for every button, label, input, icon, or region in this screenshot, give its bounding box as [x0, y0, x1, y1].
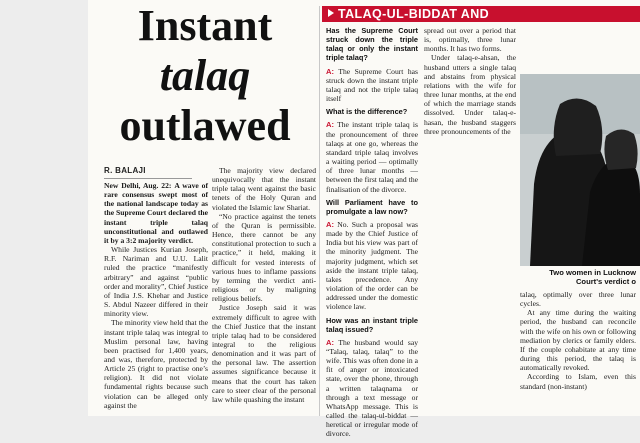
qa-item	[326, 220, 418, 312]
answer: The instant triple talaq is the pronouncement of three talaqs at one go, whereas the standard triple talaq involves a waiting period — optimally of three lunar months — between the first talaq and the finalisation of the divorce.	[326, 120, 418, 194]
qa-column	[326, 26, 418, 443]
article-paragraph: talaq, optimally over three lunar cycles.	[520, 290, 636, 309]
article-column-2	[212, 166, 316, 404]
answer-label: A:	[326, 66, 335, 76]
burqa-women-photo	[520, 74, 640, 266]
banner-title: TALAQ-UL-BIDDAT AND	[338, 7, 490, 21]
headline-line-1: Instant	[137, 1, 273, 50]
article-column-4	[424, 26, 516, 136]
question: Will Parliament have to promulgate a law now?	[326, 197, 418, 216]
qa-item	[326, 120, 418, 193]
byline: R. BALAJI	[104, 166, 146, 175]
qa-item	[326, 338, 418, 439]
article-column-1	[104, 181, 208, 410]
answer-label: A:	[326, 120, 335, 130]
article-paragraph: The majority view declared unequivocally that the instant triple talaq went against the basic tenets of the Holy Quran and violated the Islamic law Shariat.	[212, 166, 316, 212]
lead-dateline: New Delhi, Aug. 22:	[104, 181, 172, 190]
lead-text: A wave of rare consensus swept most of the national landscape today as the Supreme Court declared the instant triple talaq unconstitutional and outlawed it by a 3:2 majority verdict.	[104, 181, 208, 245]
qa-item	[326, 198, 418, 216]
lead-paragraph	[104, 181, 208, 245]
question: Has the Supreme Court struck down the triple talaq or only the instant triple talaq?	[326, 26, 418, 63]
article-paragraph: At any time during the waiting period, the husband can reconcile with the wife on his own or following mediation by clerics or family elders. If the couple cohabitate at any time during this period, the talaq is automatically revoked.	[520, 308, 636, 373]
newspaper-page	[88, 0, 640, 439]
article-paragraph: Under talaq-e-ahsan, the husband utters a single talaq and abstains from physical relations with the wife for three lunar months, at the end of which the marriage stands dissolved. Under talaq-e-hasan, the husband staggers three pronouncements of the	[424, 53, 516, 136]
photo-caption	[520, 268, 636, 286]
qa-item	[326, 26, 418, 63]
headline-line-3: outlawed	[119, 101, 291, 150]
qa-item	[326, 67, 418, 104]
article-paragraph: According to Islam, even this standard (non-instant)	[520, 372, 636, 391]
answer: The husband would say “Talaq, talaq, talaq” to the wife. This was often done in a fit of anger or intoxicated state, over the phone, through a written talaqnama or through a text message or WhatsApp message. This is called the talaq-ul-biddat — heretical or irregular mode of divorce.	[326, 337, 419, 439]
qa-item	[326, 316, 418, 334]
article-paragraph: Justice Joseph said it was extremely difficult to agree with the Chief Justice that the instant triple talaq had to be considered integral to the religious denomination and it was part of the personal law. The assertion assumes significance because it means that the court has taken care to steer clear of the personal law while quashing the instant	[212, 303, 316, 404]
question: How was an instant triple talaq issued?	[326, 315, 418, 334]
column-divider	[319, 6, 320, 416]
article-paragraph: While Justices Kurian Joseph, R.F. Nariman and U.U. Lalit ruled the practice “manifestly arbitrary” and against “public order and morality”, Chief Justice of India J.S. Khehar and Justice S. Abdul Nazeer differed in their minority view.	[104, 245, 208, 319]
answer: No. Such a proposal was made by the Chief Justice of India but his view was part of the minority judgment. The majority judgment, which set aside the instant triple talaq, takes precedence. Any violation of the order can be addressed under the domestic violence law.	[326, 219, 418, 312]
article-paragraph: The minority view held that the instant triple talaq was integral to Muslim personal law, having been practised for 1,400 years, and was, therefore, protected by Article 25 (right to practise one’s religion). It did not violate fundamental rights because such violation can be alleged only against the	[104, 318, 208, 410]
answer-label: A:	[326, 219, 335, 229]
caption-line-2: Court's verdict o	[575, 277, 636, 286]
question: What is the difference?	[326, 107, 408, 117]
headline-line-2: talaq	[159, 51, 251, 100]
caption-line-1: Two women in Lucknow	[549, 268, 636, 277]
triangle-icon	[328, 9, 334, 17]
article-column-5	[520, 290, 636, 391]
article-paragraph: “No practice against the tenets of the Quran is permissible. Hence, there cannot be any constitutional protection to such a practice,” it held, making it difficult for vested interests of various hues to inflame passions by terming the verdict anti-religious or by maligning religious beliefs.	[212, 211, 316, 304]
answer: The Supreme Court has struck down the instant triple talaq and not the triple talaq itself	[326, 66, 418, 104]
qa-item	[326, 107, 418, 116]
byline-rule	[104, 178, 192, 179]
article-paragraph: spread out over a period that is, optimally, three lunar months. It has two forms.	[424, 26, 516, 54]
answer-label: A:	[326, 337, 335, 347]
photo-illustration	[520, 74, 640, 266]
explainer-banner	[322, 6, 640, 22]
